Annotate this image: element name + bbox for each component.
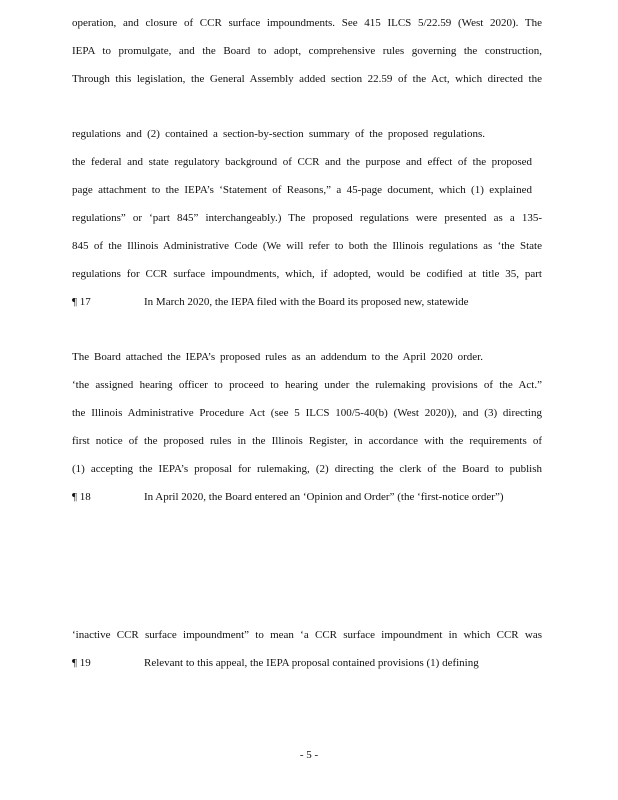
paragraph-text: In April 2020, the Board entered an ‘Opinion and Order” (the ‘first-notice order”) (144, 491, 504, 503)
text-line: ‘inactive CCR surface impoundment” to mean ‘a CCR surface impoundment in which CCR was (72, 629, 542, 641)
text-line: (1) accepting the IEPA’s proposal for rulemaking, (2) directing the clerk of the Board to publish (72, 463, 542, 475)
paragraph-number: ¶ 17 (72, 296, 91, 308)
text-line: the Illinois Administrative Procedure Act (see 5 ILCS 100/5-40(b) (West 2020)), and (3) directing (72, 407, 542, 419)
paragraph-18-first-line (72, 491, 542, 504)
text-line: page attachment to the IEPA’s ‘Statement of Reasons,” a 45-page document, which (1) explained (72, 184, 532, 196)
text-line: the federal and state regulatory background of CCR and the purpose and effect of the proposed (72, 156, 532, 168)
text-line: 845 of the Illinois Administrative Code (We will refer to both the Illinois regulations as ‘the State (72, 240, 542, 252)
paragraph-number: ¶ 18 (72, 491, 91, 503)
text-line: ‘the assigned hearing officer to proceed to hearing under the rulemaking provisions of the Act.” (72, 379, 542, 391)
text-line: regulations for CCR surface impoundments, which, if adopted, would be codified at title 35, part (72, 268, 542, 280)
text-line: first notice of the proposed rules in the Illinois Register, in accordance with the requirements of (72, 435, 542, 447)
text-line: regulations and (2) contained a section-by-section summary of the proposed regulations. (72, 128, 485, 140)
text-line: regulations” or ‘part 845” interchangeably.) The proposed regulations were presented as a 135- (72, 212, 542, 224)
paragraph-19-first-line (72, 657, 542, 670)
page-number: - 5 - (299, 749, 319, 761)
paragraph-number: ¶ 19 (72, 657, 91, 669)
text-line: Through this legislation, the General Assembly added section 22.59 of the Act, which directed the (72, 73, 542, 85)
paragraph-text: In March 2020, the IEPA filed with the Board its proposed new, statewide (144, 296, 469, 308)
paragraph-17-first-line (72, 296, 542, 309)
text-line: The Board attached the IEPA’s proposed rules as an addendum to the April 2020 order. (72, 351, 483, 363)
paragraph-text: Relevant to this appeal, the IEPA proposal contained provisions (1) defining (144, 657, 479, 669)
text-line: IEPA to promulgate, and the Board to adopt, comprehensive rules governing the construction, (72, 45, 542, 57)
text-line: operation, and closure of CCR surface impoundments. See 415 ILCS 5/22.59 (West 2020). The (72, 17, 542, 29)
